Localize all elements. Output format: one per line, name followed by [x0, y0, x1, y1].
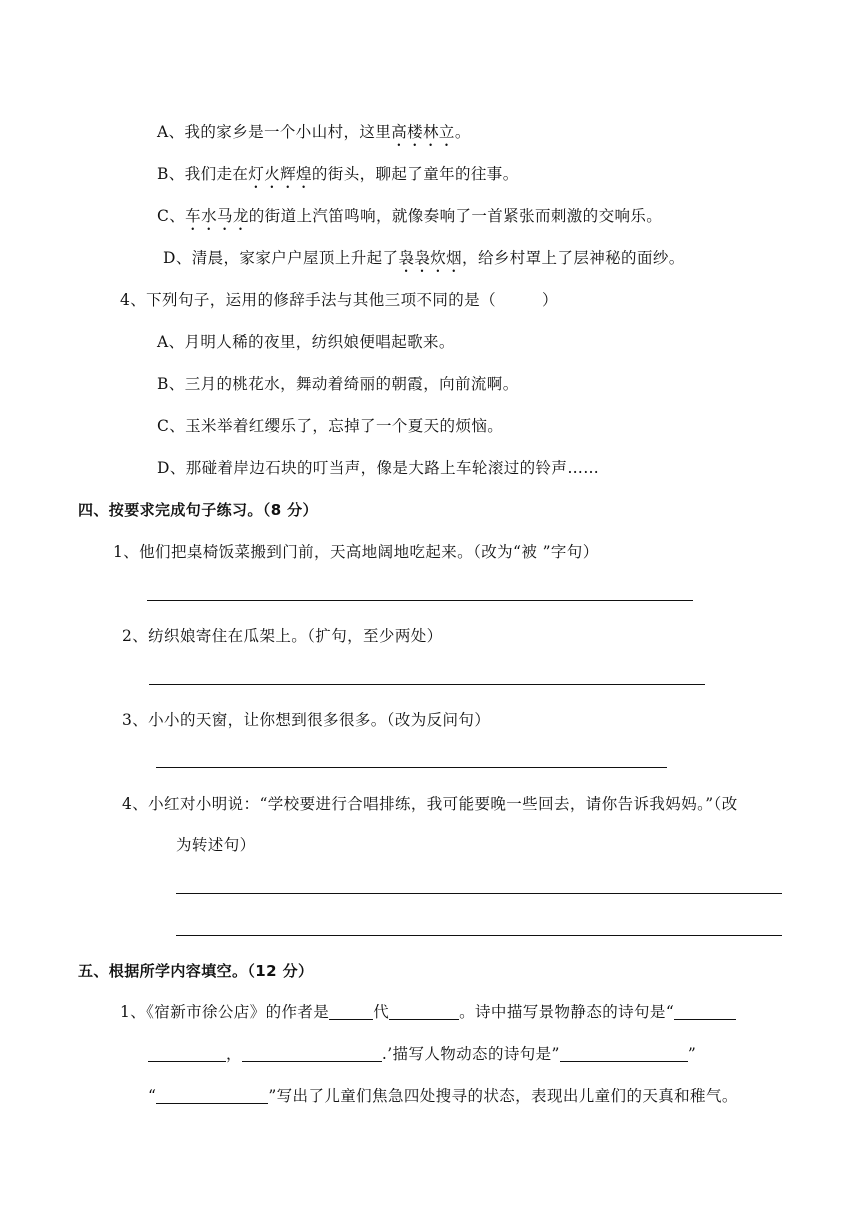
q4-stem-text: 4、下列句子，运用的修辞手法与其他三项不同的是（	[120, 291, 496, 309]
s5-q1-text-dynamic: ’描写人物动态的诗句是”	[387, 1045, 560, 1063]
s4-q4-answer-line-2[interactable]	[176, 935, 782, 936]
dotted-phrase: 车水马龙	[185, 207, 249, 225]
section-4-heading: 四、按要求完成句子练习。（8 分）	[78, 501, 318, 519]
s4-question-4: 4、小红对小明说：“学校要进行合唱排练，我可能要晚一些回去，请你告诉我妈妈。”（改	[122, 795, 738, 813]
static-verse-blank-3[interactable]	[242, 1043, 382, 1062]
s4-q4-answer-line-1[interactable]	[176, 893, 782, 894]
s5-question-1-line1	[120, 1001, 736, 1023]
option-text: B、我们走在	[157, 165, 249, 183]
s5-q1-close-quote: ”	[687, 1045, 697, 1063]
q4-option-d: D、那碰着岸边石块的叮当声，像是大路上车轮滚过的铃声……	[157, 459, 600, 477]
dynamic-verse-blank-2[interactable]	[156, 1085, 268, 1104]
s4-question-3: 3、小小的天窗，让你想到很多很多。（改为反问句）	[122, 711, 491, 729]
option-text-end: 。	[454, 123, 471, 141]
s4-q2-answer-line[interactable]	[149, 684, 705, 685]
s5-q1-text: 1、《宿新市徐公店》的作者是	[120, 1003, 330, 1021]
q3-option-a	[157, 121, 471, 150]
option-text: A、我的家乡是一个小山村，这里	[157, 123, 392, 141]
option-text-end: 的街道上汽笛鸣响，就像奏响了一首紧张而刺激的交响乐。	[248, 207, 663, 225]
option-text: C、	[157, 207, 186, 225]
dynamic-verse-blank-1[interactable]	[560, 1043, 688, 1062]
q4-stem	[120, 289, 558, 311]
dynasty-blank[interactable]	[329, 1001, 373, 1020]
dotted-phrase: 灯火辉煌	[248, 165, 312, 183]
author-blank[interactable]	[389, 1001, 459, 1020]
dotted-phrase: 袅袅炊烟	[398, 249, 463, 267]
s4-question-1: 1、他们把桌椅饭菜搬到门前，天高地阔地吃起来。（改为“被 ”字句）	[113, 543, 599, 561]
q4-option-b: B、三月的桃花水，舞动着绮丽的朝霞，向前流啊。	[157, 375, 519, 393]
s5-q1-period: .	[381, 1045, 388, 1063]
s5-question-1-line2	[148, 1043, 696, 1065]
option-text-end: 的街头，聊起了童年的往事。	[311, 165, 519, 183]
section-5-heading: 五、根据所学内容填空。（12 分）	[78, 962, 314, 980]
static-verse-blank-1[interactable]	[674, 1001, 736, 1020]
s4-q1-answer-line[interactable]	[147, 600, 693, 601]
s4-q3-answer-line[interactable]	[156, 767, 667, 768]
s5-q1-open-quote: “	[148, 1087, 157, 1105]
s5-q1-text-end: ”写出了儿童们焦急四处搜寻的状态，表现出儿童们的天真和稚气。	[268, 1087, 738, 1105]
q3-option-b	[157, 163, 519, 192]
s5-q1-text-static: 。诗中描写景物静态的诗句是“	[459, 1003, 675, 1021]
q3-option-d	[163, 247, 685, 276]
q4-option-c: C、玉米举着红缨乐了，忘掉了一个夏天的烦恼。	[157, 417, 504, 435]
option-text: D、清晨，家家户户屋顶上升起了	[163, 249, 399, 267]
static-verse-blank-2[interactable]	[148, 1043, 226, 1062]
option-text-end: ，给乡村罩上了层神秘的面纱。	[462, 249, 685, 267]
s5-question-1-line3	[148, 1085, 738, 1107]
s5-q1-comma: ，	[226, 1045, 242, 1063]
q3-option-c	[157, 205, 662, 234]
s5-q1-text-dynasty: 代	[373, 1003, 390, 1021]
q4-stem-close: ）	[541, 291, 558, 309]
dotted-phrase: 高楼林立	[391, 123, 455, 141]
s4-question-2: 2、纺织娘寄住在瓜架上。（扩句，至少两处）	[122, 627, 443, 645]
s4-question-4-cont: 为转述句）	[176, 836, 256, 854]
q4-option-a: A、月明人稀的夜里，纺织娘便唱起歌来。	[157, 333, 455, 351]
